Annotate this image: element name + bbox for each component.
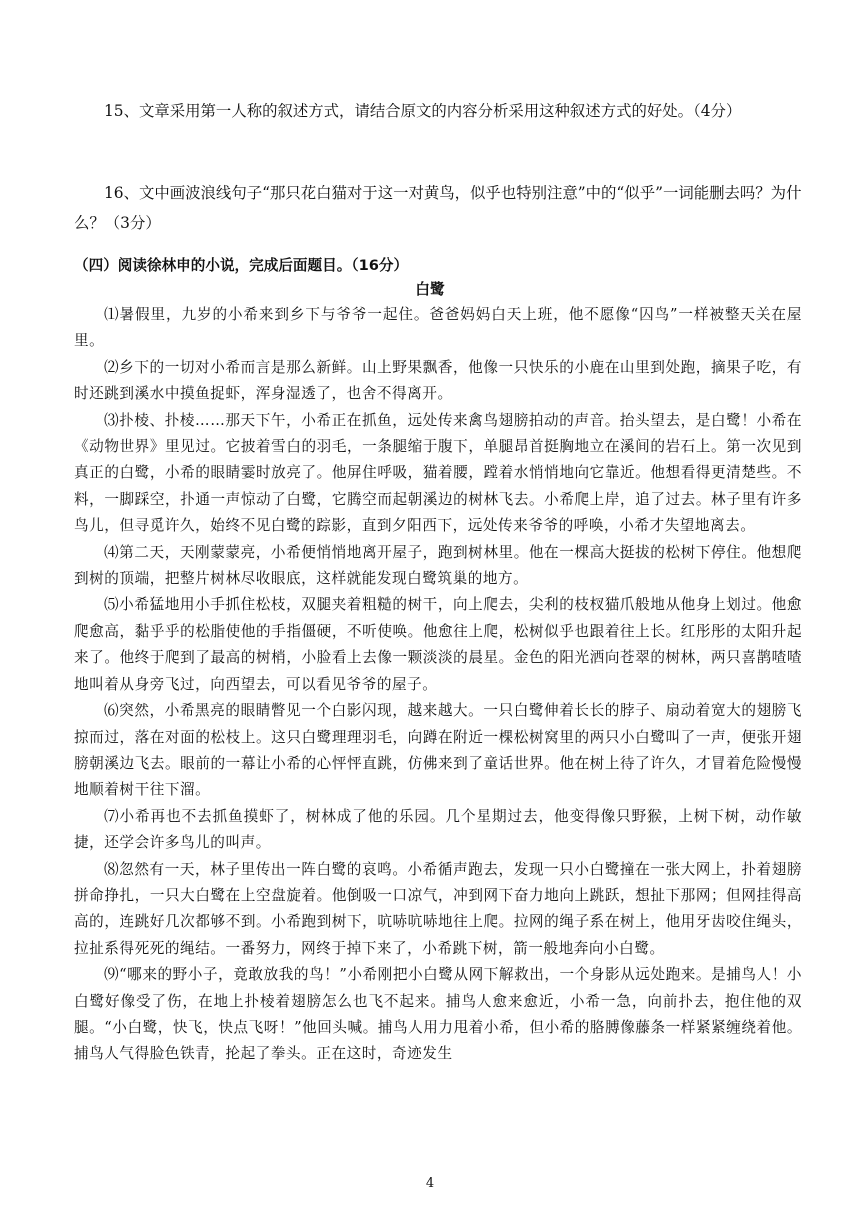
paragraph-6: ⑹突然，小希黑亮的眼睛瞥见一个白影闪现，越来越大。一只白鹭伸着长长的脖子、扇动着宽大的翅膀飞掠而过，落在对面的松枝上。这只白鹭理理羽毛，向蹲在附近一棵松树窝里的两只小白鹭叫了一声，便张开翅膀朝溪边飞去。眼前的一幕让小希的心怦怦直跳，仿佛来到了童话世界。他在树上待了许久，才冒着危险慢慢地顺着树干往下溜。 (74, 702, 802, 799)
question-15: 15、文章采用第一人称的叙述方式，请结合原文的内容分析采用这种叙述方式的好处。（4分） (104, 102, 742, 120)
section-heading: （四）阅读徐林申的小说，完成后面题目。（16分） (74, 257, 409, 274)
paragraph-5: ⑸小希猛地用小手抓住松枝，双腿夹着粗糙的树干，向上爬去，尖利的枝杈猫爪般地从他身上划过。他愈爬愈高，黏乎乎的松脂使他的手指僵硬，不听使唤。他愈往上爬，松树似乎也跟着往上长。红彤彤的太阳升起来了。他终于爬到了最高的树梢，小脸看上去像一颗淡淡的晨星。金色的阳光洒向苍翠的树林，两只喜鹊喳喳地叫着从身旁飞过，向西望去，可以看见爷爷的屋子。 (74, 596, 802, 693)
paragraph-7: ⑺小希再也不去抓鱼摸虾了，树林成了他的乐园。几个星期过去，他变得像只野猴，上树下树，动作敏捷，还学会许多鸟儿的叫声。 (74, 807, 802, 852)
paragraph-9: ⑼“哪来的野小子，竟敢放我的鸟！”小希刚把小白鹭从网下解救出，一个身影从远处跑来。是捕鸟人！小白鹭好像受了伤，在地上扑棱着翅膀怎么也飞不起来。捕鸟人愈来愈近，小希一急，向前扑去，抱住他的双腿。“小白鹭，快飞，快点飞呀！”他回头喊。捕鸟人用力甩着小希，但小希的胳膊像藤条一样紧紧缠绕着他。捕鸟人气得脸色铁青，抡起了拳头。正在这时，奇迹发生 (74, 966, 802, 1063)
page-number: 4 (425, 1176, 435, 1191)
question-16: 16、文中画波浪线句子“那只花白猫对于这一对黄鸟，似乎也特别注意”中的“似乎”一词能删去吗？为什么？（3分） (74, 184, 802, 232)
story-body (74, 302, 802, 1068)
paragraph-2: ⑵乡下的一切对小希而言是那么新鲜。山上野果飘香，他像一只快乐的小鹿在山里到处跑，摘果子吃，有时还跳到溪水中摸鱼捉虾，浑身湿透了，也舍不得离开。 (74, 358, 802, 403)
paragraph-4: ⑷第二天，天刚蒙蒙亮，小希便悄悄地离开屋子，跑到树林里。他在一棵高大挺拔的松树下停住。他想爬到树的顶端，把整片树林尽收眼底，这样就能发现白鹭筑巢的地方。 (74, 543, 802, 588)
story-title: 白鹭 (415, 281, 445, 298)
paragraph-3: ⑶扑棱、扑棱……那天下午，小希正在抓鱼，远处传来禽鸟翅膀拍动的声音。抬头望去，是白鹭！小希在《动物世界》里见过。它披着雪白的羽毛，一条腿缩于腹下，单腿昂首挺胸地立在溪间的岩石上。第一次见到真正的白鹭，小希的眼睛霎时放亮了。他屏住呼吸，猫着腰，蹚着水悄悄地向它靠近。他想看得更清楚些。不料，一脚踩空，扑通一声惊动了白鹭，它腾空而起朝溪边的树林飞去。小希爬上岸，追了过去。林子里有许多鸟儿，但寻觅许久，始终不见白鹭的踪影，直到夕阳西下，远处传来爷爷的呼唤，小希才失望地离去。 (74, 411, 802, 535)
paragraph-8: ⑻忽然有一天，林子里传出一阵白鹭的哀鸣。小希循声跑去，发现一只小白鹭撞在一张大网上，扑着翅膀拼命挣扎，一只大白鹭在上空盘旋着。他倒吸一口凉气，冲到网下奋力地向上跳跃，想扯下那网；但网挂得高高的，连跳好几次都够不到。小希跑到树下，吭哧吭哧地往上爬。拉网的绳子系在树上，他用牙齿咬住绳头，拉扯系得死死的绳结。一番努力，网终于掉下来了，小希跳下树，箭一般地奔向小白鹭。 (74, 860, 802, 957)
paragraph-1: ⑴暑假里，九岁的小希来到乡下与爷爷一起住。爸爸妈妈白天上班，他不愿像“囚鸟”一样被整天关在屋里。 (74, 306, 802, 350)
